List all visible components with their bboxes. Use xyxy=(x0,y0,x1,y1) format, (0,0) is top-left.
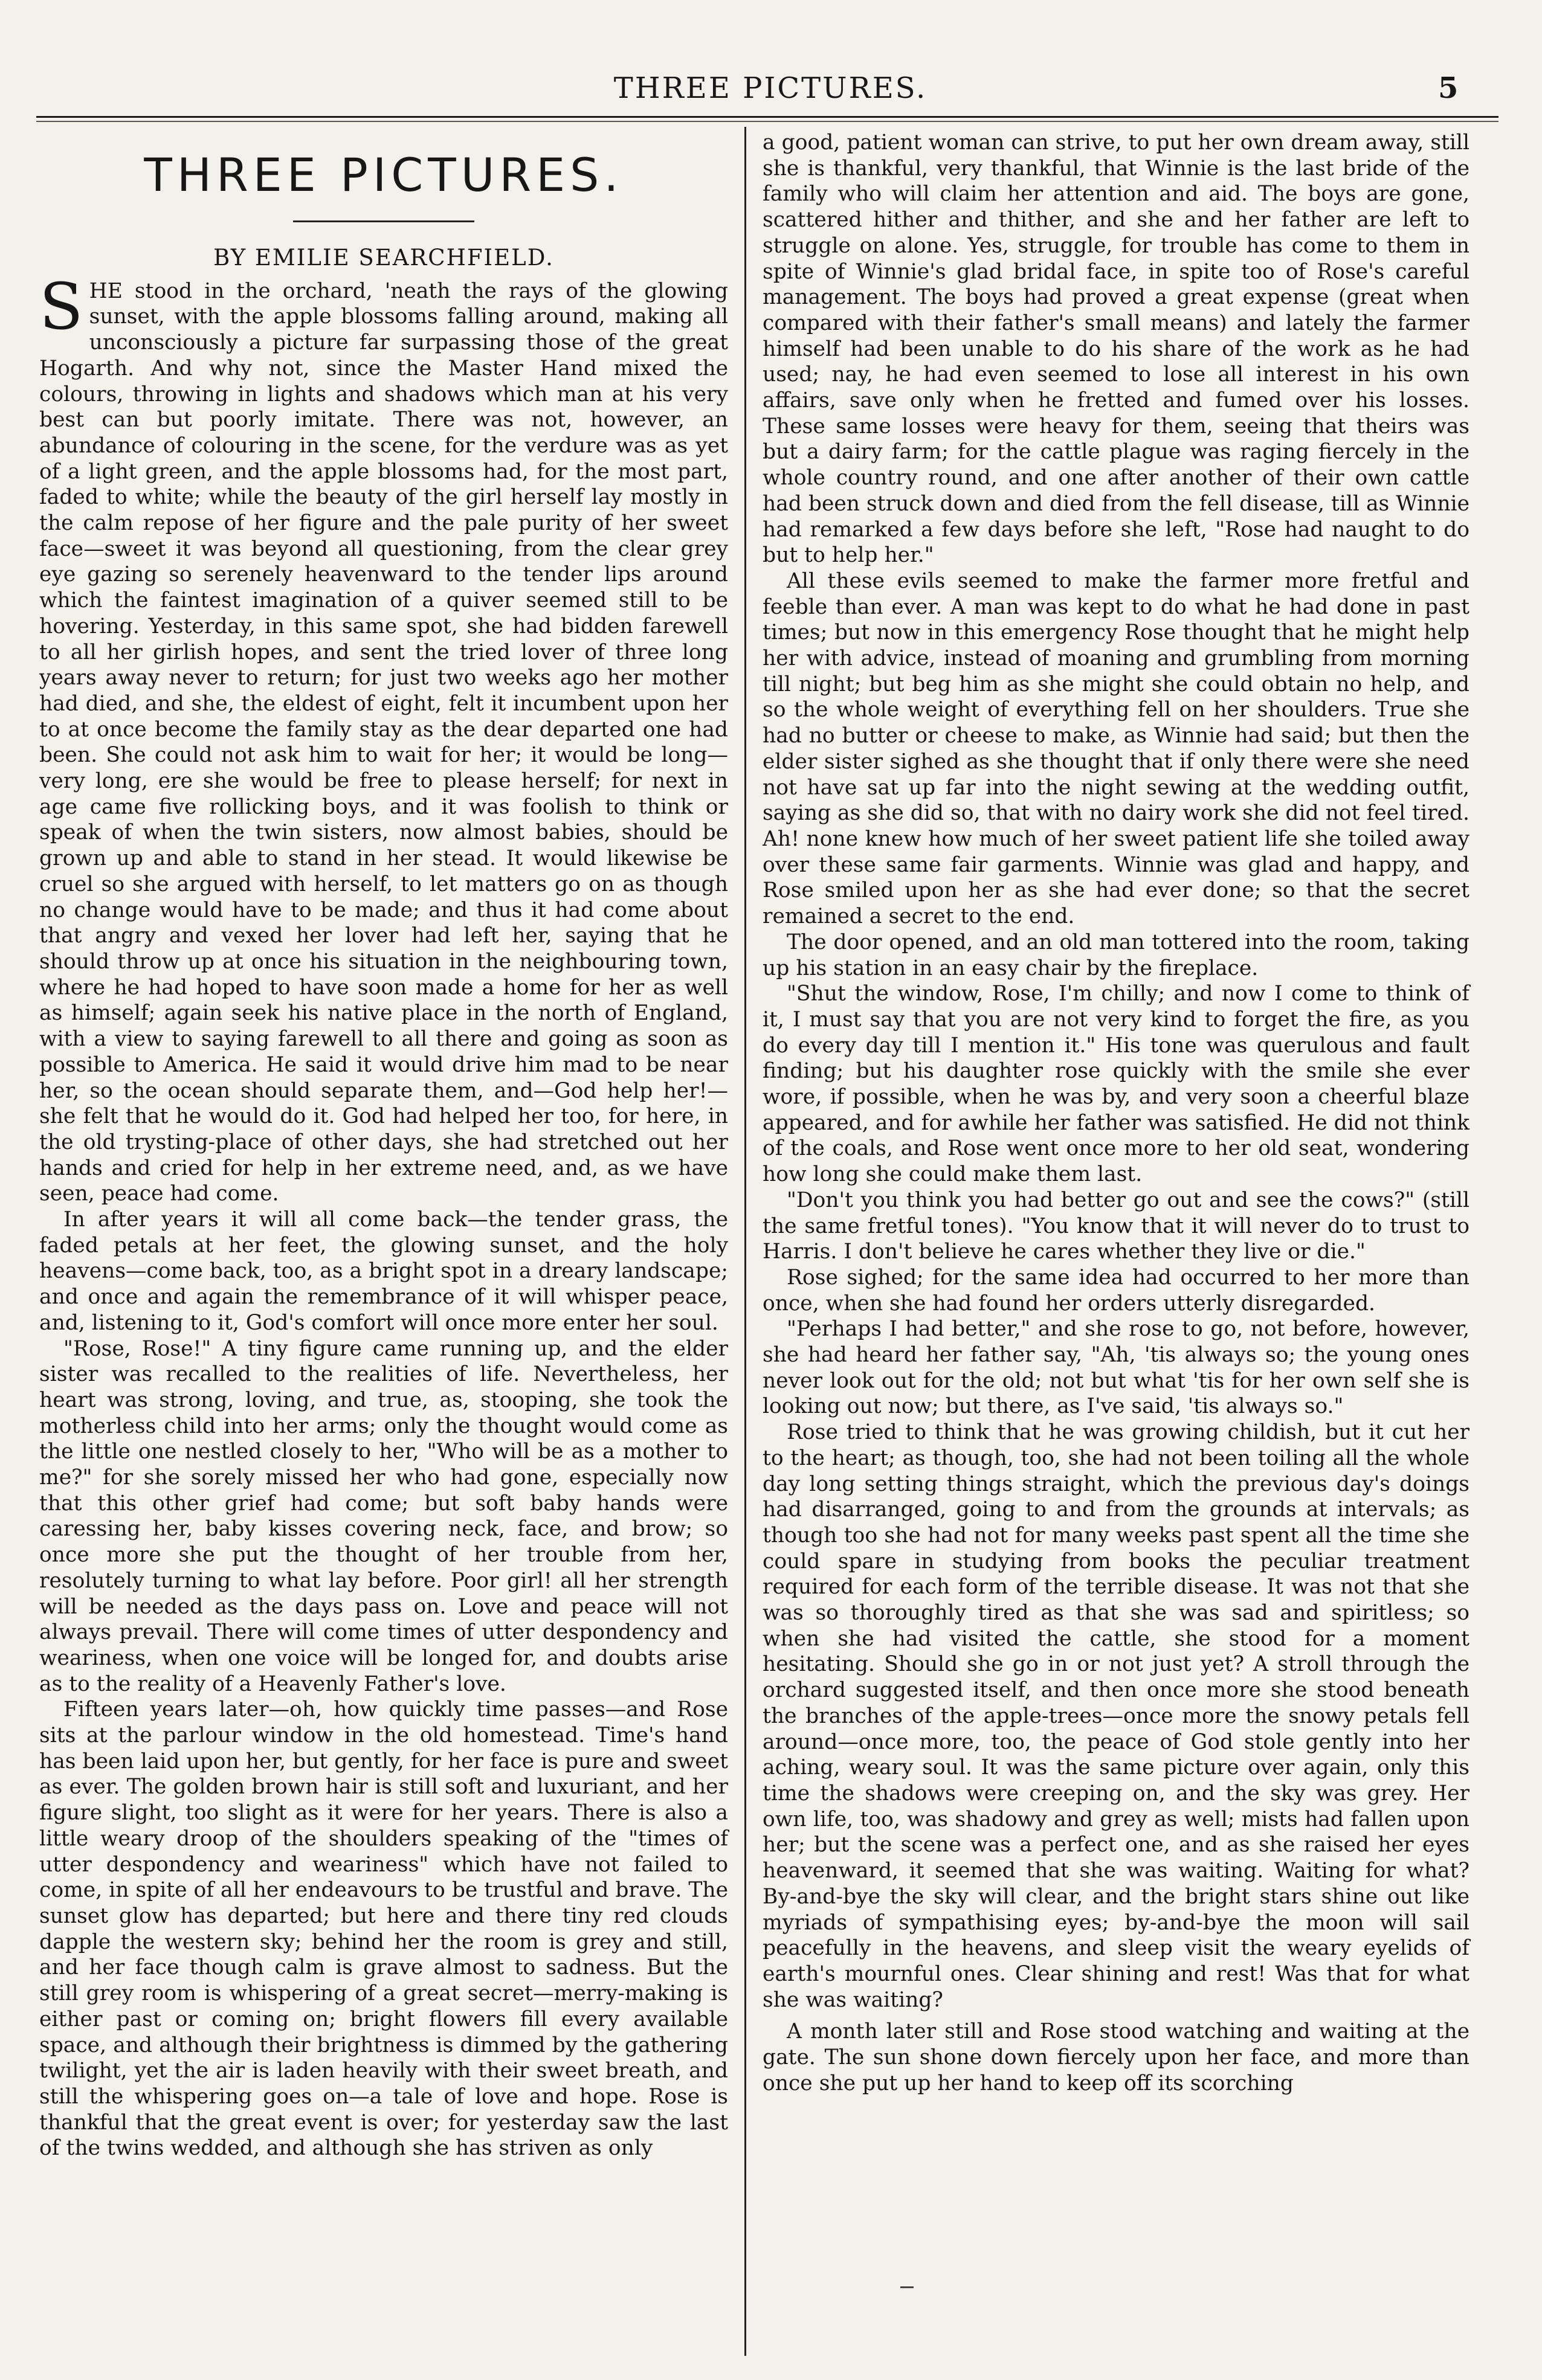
paragraph-7: The door opened, and an old man tottered into the room, taking up his station in an easy chair by the fireplace. xyxy=(763,930,1469,980)
title-rule xyxy=(293,220,474,222)
paragraph-2: In after years it will all come back—the tender grass, the faded petals at her feet, the glowing sunset, and the holy heavens—come back, too, as a bright spot in a dreary landscape; and once and again the remembrance of it will whisper peace, and, listening to it, God's comfort will once more enter her soul. xyxy=(39,1208,728,1335)
header-rule xyxy=(36,116,1498,118)
paragraph-3: "Rose, Rose!" A tiny figure came running up, and the elder sister was recalled to the realities of life. Nevertheless, her heart was strong, loving, and true, as, stooping, she took the motherless child into her arms; only the thought would come as the little one nestled closely to her, "Who will be as a mother to me?" for she sorely missed her who had gone, especially now that this other grief had come; but soft baby hands were caressing her, baby kisses covering neck, face, and brow; so once more she put the thought of her trouble from her, resolutely turning to what lay before. Poor girl! all her strength will be needed as the days pass on. Love and peace will not always prevail. There will come times of utter despondency and weariness, when one voice will be longed for, and doubts arise as to the reality of a Heavenly Father's love. xyxy=(39,1336,728,1696)
left-column xyxy=(39,136,728,2161)
paragraph-6: All these evils seemed to make the farmer more fretful and feeble than ever. A man was kept to do what he had done in past times; but now in this emergency Rose thought that he might help her with advice, instead of moaning and grumbling from morning till night; but beg him as she might she could obtain no help, and so the whole weight of everything fell on her shoulders. True she had no butter or cheese to make, as Winnie had said; but then the elder sister sighed as she thought that if only there were she need not have sat up far into the night sewing at the wedding outfit, saying as she did so, that with no dairy work she did not feel tired. Ah! none knew how much of her sweet patient life she toiled away over these same fair garments. Winnie was glad and happy, and Rose smiled upon her as she had ever done; so that the secret remained a secret to the end. xyxy=(763,568,1469,929)
paragraph-1-text: HE stood in the orchard, 'neath the rays of the glowing sunset, with the apple blossoms falling around, making all unconsciously a picture far surpassing those of the great Hogarth. And why not, since the Master Hand mixed the colours, throwing in lights and shadows which man at his very best can but poorly imitate. There was not, however, an abundance of colouring in the scene, for the verdure was as yet of a light green, and the apple blossoms had, for the most part, faded to white; while the beauty of the girl herself lay mostly in the calm repose of her figure and the pale purity of her sweet face—sweet it was beyond all questioning, from the clear grey eye gazing so serenely heavenward to the tender lips around which the faintest imagination of a quiver seemed still to be hovering. Yesterday, in this same spot, she had bidden farewell to all her girlish hopes, and sent the tried lover of three long years away never to return; for just two weeks ago her mother had died, and she, the eldest of eight, felt it incumbent upon her to at once become the family stay as the dear departed one had been. She could not ask him to wait for her; it would be long—very long, ere she would be free to please herself; for next in age came five rollicking boys, and it was foolish to think or speak of when the twin sisters, now almost babies, should be grown up and able to stand in her stead. It would likewise be cruel so she argued with herself, to let matters go on as though no change would have to be made; and thus it had come about that angry and vexed her lover had left her, saying that he should throw up at once his situation in the neighbouring town, where he had hoped to have soon made a home for her as well as himself; again seek his native place in the north of England, with a view to saying farewell to all there and going as soon as possible to America. He said it would drive him mad to be near her, so the ocean should separate them, and—God help her!—she felt that he would do it. God had helped her too, for here, in the old trysting-place of other days, she had stretched out her hands and cried for help in her extreme need, and, as we have seen, peace had come. xyxy=(39,278,728,1206)
paragraph-9: "Don't you think you had better go out and see the cows?" (still the same fretful tones). "You know that it will never do to trust to Harris. I don't believe he cares whether they live or die." xyxy=(763,1188,1469,1264)
paragraph-1 xyxy=(39,269,728,1207)
print-mark xyxy=(900,2286,914,2288)
header-rule-thin xyxy=(36,121,1498,122)
drop-cap: S xyxy=(39,269,83,344)
running-title: THREE PICTURES. xyxy=(613,71,927,105)
paragraph-11: "Perhaps I had better," and she rose to go, not before, however, she had heard her father say, "Ah, 'tis always so; the young ones never look out for the old; not but what 'tis for her own self she is looking out now; but there, as I've said, 'tis always so." xyxy=(763,1317,1469,1419)
paragraph-12: Rose tried to think that he was growing childish, but it cut her to the heart; as though, too, she had not been toiling all the whole day long setting things straight, which the previous day's doings had disarranged, going to and from the grounds at intervals; as though too she had not for many weeks past spent all the time she could spare in studying from books the peculiar treatment required for each form of the terrible disease. It was not that she was so thoroughly tired as that she was sad and spiritless; so when she had visited the cattle, she stood for a moment hesitating. Should she go in or not just yet? A stroll through the orchard suggested itself, and then once more she stood beneath the branches of the apple-trees—once more the snowy petals fell around—once more, too, the peace of God stole gently into her aching, weary soul. It was the same picture over again, only this time the shadows were creeping on, and the sky was grey. Her own life, too, was shadowy and grey as well; mists had fallen upon her; but the scene was a perfect one, and as she raised her eyes heavenward, it seemed that she was waiting. Waiting for what? By-and-bye the sky will clear, and the bright stars shine out like myriads of sympathising eyes; by-and-bye the moon will sail peacefully in the heavens, and sleep visit the weary eyelids of earth's mournful ones. Clear shining and rest! Was that for what she was waiting? xyxy=(763,1420,1469,2012)
byline: BY EMILIE SEARCHFIELD. xyxy=(213,245,554,271)
paragraph-5-continued: a good, patient woman can strive, to put her own dream away, still she is thankful, very thankful, that Winnie is the last bride of the family who will claim her attention and aid. The boys are gone, scattered hither and thither, and she and her father are left to struggle on alone. Yes, struggle, for trouble has come to them in spite of Winnie's glad bridal face, in spite too of Rose's careful management. The boys had proved a great expense (great when compared with their father's small means) and lately the farmer himself had been unable to do his share of the work as he had used; nay, he had even seemed to lose all interest in his own affairs, save only when he fretted and fumed over his losses. These same losses were heavy for them, seeing that theirs was but a dairy farm; for the cattle plague was raging fiercely in the whole country round, and one after another of their own cattle had been struck down and died from the fell disease, till as Winnie had remarked a few days before she left, "Rose had naught to do but to help her." xyxy=(763,130,1469,568)
article-title: THREE PICTURES. xyxy=(144,148,624,202)
right-column xyxy=(763,130,1469,2096)
paragraph-10: Rose sighed; for the same idea had occurred to her more than once, when she had found her orders utterly disregarded. xyxy=(763,1265,1469,1316)
paragraph-13: A month later still and Rose stood watching and waiting at the gate. The sun shone down fiercely upon her face, and more than once she put up her hand to keep off its scorching xyxy=(763,2019,1469,2095)
page-number: 5 xyxy=(1438,71,1459,105)
paragraph-8: "Shut the window, Rose, I'm chilly; and now I come to think of it, I must say that you are not very kind to forget the fire, as you do every day till I mention it." His tone was querulous and fault finding; but his daughter rose quickly with the smile she ever wore, if possible, when he was by, and very soon a cheerful blaze appeared, and for awhile her father was satisfied. He did not think of the coals, and Rose went once more to her old seat, wondering how long she could make them last. xyxy=(763,982,1469,1187)
column-divider xyxy=(744,127,746,2356)
paragraph-4: Fifteen years later—oh, how quickly time passes—and Rose sits at the parlour window in the old homestead. Time's hand has been laid upon her, but gently, for her face is pure and sweet as ever. The golden brown hair is still soft and luxuriant, and her figure slight, too slight as it were for her years. There is also a little weary droop of the shoulders speaking of the "times of utter despondency and weariness" which have not failed to come, in spite of all her endeavours to be trustful and brave. The sunset glow has departed; but here and there tiny red clouds dapple the western sky; behind her the room is grey and still, and her face though calm is grave almost to sadness. But the still grey room is whispering of a great secret—merry-making is either past or coming on; bright flowers fill every available space, and although their brightness is dimmed by the gathering twilight, yet the air is laden heavily with their sweet breath, and still the whispering goes on—a tale of love and hope. Rose is thankful that the great event is over; for yesterday saw the last of the twins wedded, and although she has striven as only xyxy=(39,1697,728,2161)
